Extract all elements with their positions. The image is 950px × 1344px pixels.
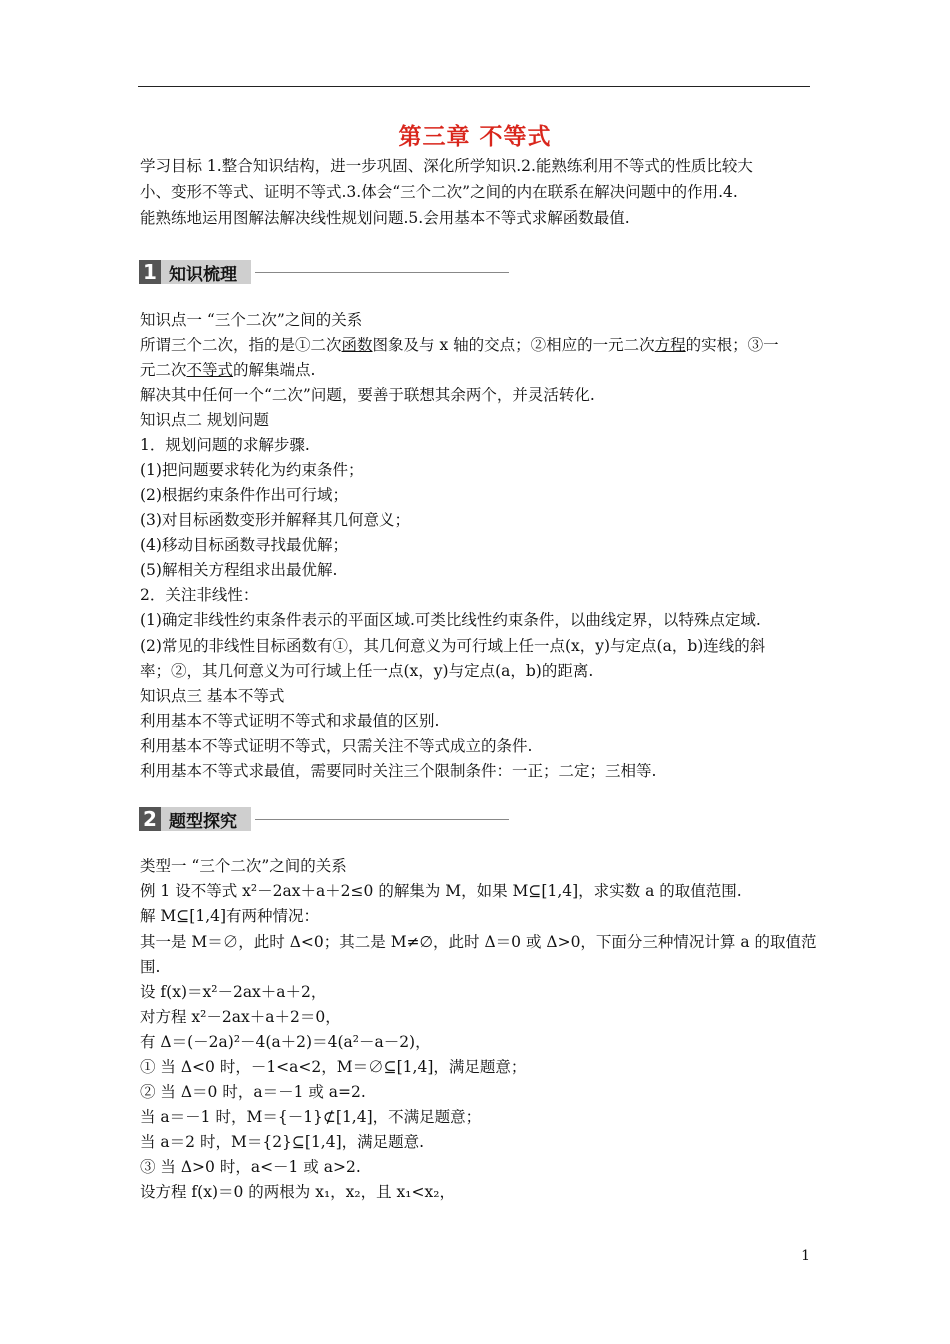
k2-heading: 知识点二 规划问题 [140,411,269,429]
goals-line: 小、变形不等式、证明不等式.3.体会“三个二次”之间的内在联系在解决问题中的作用.4. [140,183,738,201]
t1-line: 设方程 f(x)＝0 的两根为 x₁，x₂，且 x₁<x₂， [140,1183,455,1201]
t1-line: 设 f(x)＝x²－2ax＋a＋2， [140,983,327,1001]
text: 的解集端点. [233,361,316,379]
k2-line: (1)确定非线性约束条件表示的平面区域.可类比线性约束条件，以曲线定界，以特殊点定域. [140,611,761,629]
k3-line: 利用基本不等式证明不等式和求最值的区别. [140,712,440,730]
k1-line3: 解决其中任何一个“二次”问题，要善于联想其余两个，并灵活转化. [140,386,595,404]
k2-line: (3)对目标函数变形并解释其几何意义； [140,511,410,529]
section-label: 知识梳理 [161,260,251,284]
underlined-term: 函数 [341,336,373,354]
k3-line: 利用基本不等式求最值，需要同时关注三个限制条件：一正；二定；三相等. [140,762,657,780]
t1-line: 当 a＝2 时，M＝{2}⊆[1,4]，满足题意. [140,1133,425,1151]
text: 图象及与 x 轴的交点；②相应的一元二次 [372,336,655,354]
k2-line: 2．关注非线性： [140,586,259,604]
chapter-title: 第三章 不等式 [398,123,552,150]
k2-line: (1)把问题要求转化为约束条件； [140,461,364,479]
t1-line: 对方程 x²－2ax＋a＋2＝0， [140,1008,341,1026]
section-number: 1 [139,260,161,284]
k2-line: (2)根据约束条件作出可行域； [140,486,348,504]
t1-line: ① 当 Δ<0 时，－1<a<2，M＝∅⊆[1,4]，满足题意； [140,1058,527,1076]
underlined-term: 不等式 [186,361,234,379]
t1-line: 围. [140,958,161,976]
t1-line: 例 1 设不等式 x²－2ax＋a＋2≤0 的解集为 M，如果 M⊆[1,4]，求实数 a 的取值范围. [140,882,742,900]
k2-line: (2)常见的非线性目标函数有①，其几何意义为可行域上任一点(x，y)与定点(a，b)连线的斜 [140,637,766,655]
k1-line2 [140,357,812,383]
goals-line: 能熟练地运用图解法解决线性规划问题.5.会用基本不等式求解函数最值. [140,209,630,227]
t1-heading: 类型一 “三个二次”之间的关系 [140,857,347,875]
page-number: 1 [801,1248,810,1264]
top-rule [138,86,810,87]
k3-line: 利用基本不等式证明不等式，只需关注不等式成立的条件. [140,737,533,755]
k2-line: (4)移动目标函数寻找最优解； [140,536,348,554]
learning-goals [140,153,810,231]
section-header-knowledge [139,259,509,285]
underlined-term: 方程 [654,336,686,354]
text: 元二次 [140,361,187,379]
k2-line: (5)解相关方程组求出最优解. [140,561,338,579]
t1-line: 当 a＝－1 时，M＝{－1}⊄[1,4]，不满足题意； [140,1108,482,1126]
k1-heading: 知识点一 “三个二次”之间的关系 [140,311,363,329]
k1-line1 [140,332,812,358]
section-divider [255,272,509,273]
t1-line: 其一是 M＝∅，此时 Δ<0；其二是 M≠∅，此时 Δ＝0 或 Δ>0，下面分三种情况计算 a 的取值范 [140,933,817,951]
section-label: 题型探究 [161,807,251,831]
section-header-types [139,806,509,832]
text: 的实根；③一 [685,336,779,354]
k2-line: 率；②，其几何意义为可行域上任一点(x，y)与定点(a，b)的距离. [140,662,594,680]
section-number: 2 [139,807,161,831]
section-divider [255,819,509,820]
t1-line: ② 当 Δ＝0 时，a＝－1 或 a=2. [140,1083,366,1101]
t1-line: 有 Δ＝(－2a)²－4(a＋2)＝4(a²－a－2)， [140,1033,431,1051]
k2-line: 1．规划问题的求解步骤. [140,436,310,454]
t1-line: ③ 当 Δ>0 时，a<－1 或 a>2. [140,1158,361,1176]
t1-line: 解 M⊆[1,4]有两种情况： [140,907,320,925]
goals-line: 学习目标 1.整合知识结构，进一步巩固、深化所学知识.2.能熟练利用不等式的性质比较大 [140,157,753,175]
text: 所谓三个二次，指的是①二次 [140,336,342,354]
k3-heading: 知识点三 基本不等式 [140,687,285,705]
